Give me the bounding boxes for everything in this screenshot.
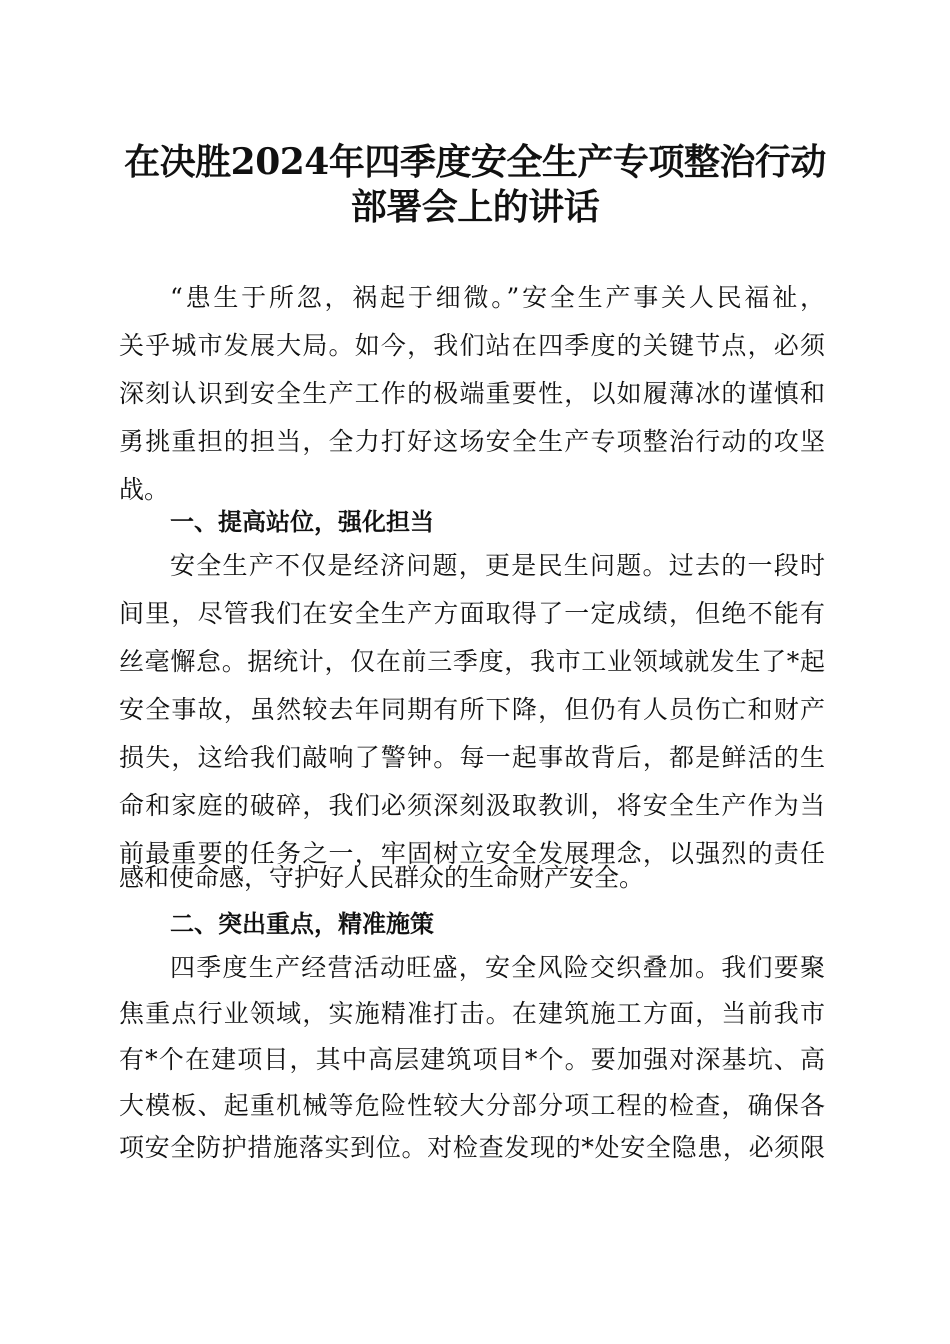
document-title-line-1: 在决胜2024年四季度安全生产专项整治行动 bbox=[124, 141, 826, 183]
intro-line-2: 关乎城市发展大局。如今，我们站在四季度的关键节点，必须 bbox=[119, 331, 825, 360]
section-1-line-5: 损失，这给我们敲响了警钟。每一起事故背后，都是鲜活的生 bbox=[119, 743, 825, 772]
section-1-heading: 一、提高站位，强化担当 bbox=[170, 508, 434, 536]
intro-line-1: “患生于所忽，祸起于细微。”安全生产事关人民福祉， bbox=[170, 283, 825, 312]
section-1-line-2: 间里，尽管我们在安全生产方面取得了一定成绩，但绝不能有 bbox=[119, 599, 825, 628]
section-1-line-8: 感和使命感，守护好人民群众的生命财产安全。 bbox=[119, 863, 645, 892]
section-2-heading: 二、突出重点，精准施策 bbox=[170, 910, 434, 938]
section-2-line-2: 焦重点行业领域，实施精准打击。在建筑施工方面，当前我市 bbox=[119, 999, 825, 1028]
section-1-line-6: 命和家庭的破碎，我们必须深刻汲取教训，将安全生产作为当 bbox=[119, 791, 825, 820]
section-2-line-5: 项安全防护措施落实到位。对检查发现的*处安全隐患，必须限 bbox=[119, 1133, 825, 1162]
intro-line-4: 勇挑重担的担当，全力打好这场安全生产专项整治行动的攻坚 bbox=[119, 427, 825, 456]
section-1-line-7: 前最重要的任务之一，牢固树立安全发展理念，以强烈的责任 bbox=[119, 839, 825, 868]
section-2-line-3: 有*个在建项目，其中高层建筑项目*个。要加强对深基坑、高 bbox=[119, 1045, 825, 1074]
section-1-line-4: 安全事故，虽然较去年同期有所下降，但仍有人员伤亡和财产 bbox=[119, 695, 825, 724]
section-2-line-4: 大模板、起重机械等危险性较大分部分项工程的检查，确保各 bbox=[119, 1091, 825, 1120]
section-1-line-1: 安全生产不仅是经济问题，更是民生问题。过去的一段时 bbox=[170, 551, 825, 580]
document-title-line-2: 部署会上的讲话 bbox=[350, 186, 600, 228]
section-2-line-1: 四季度生产经营活动旺盛，安全风险交织叠加。我们要聚 bbox=[170, 953, 825, 982]
intro-line-3: 深刻认识到安全生产工作的极端重要性，以如履薄冰的谨慎和 bbox=[119, 379, 825, 408]
section-1-line-3: 丝毫懈怠。据统计，仅在前三季度，我市工业领域就发生了*起 bbox=[119, 647, 825, 676]
intro-line-5: 战。 bbox=[119, 475, 170, 504]
